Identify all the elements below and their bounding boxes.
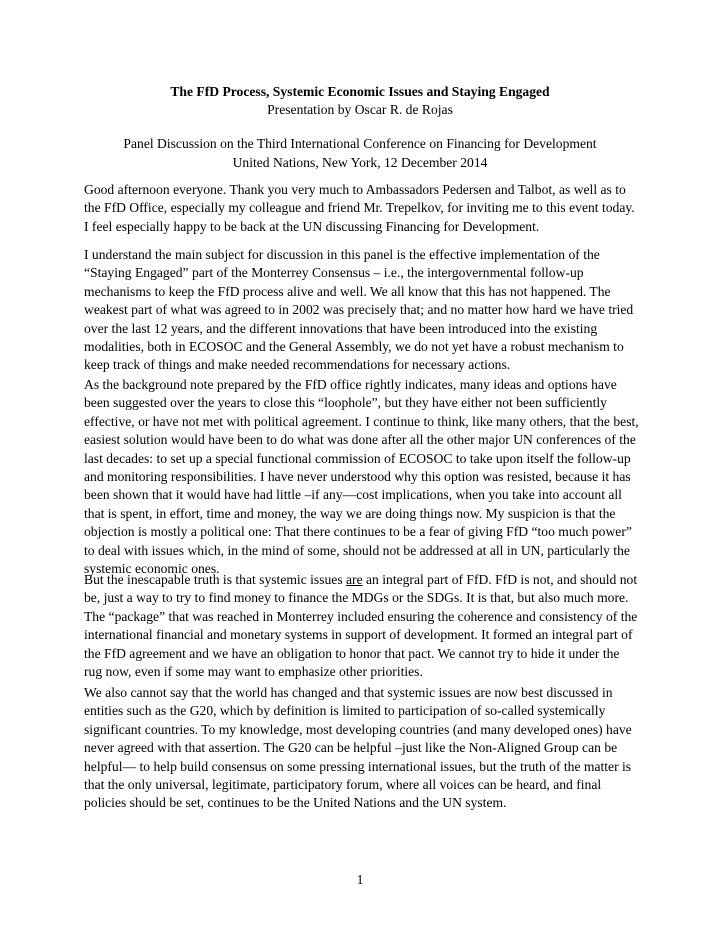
paragraph-5: We also cannot say that the world has changed and that systemic issues are now best discussed in entities such as the G20, which by definition is limited to participation of so-called systemically significant countries. To my knowledge, most developing countries (and many developed ones) have never agreed with that assertion. The G20 can be helpful –just like the Non-Aligned Group can be helpful— to help build consensus on some pressing international issues, but the truth of the matter is that the only universal, legitimate, participatory forum, where all voices can be heard, and final policies should be set, continues to be the United Nations and the UN system.	[84, 685, 632, 811]
paragraph-1: Good afternoon everyone. Thank you very much to Ambassadors Pedersen and Talbot, as well as to the FfD Office, especially my colleague and friend Mr. Trepelkov, for inviting me to this event today. I feel especially happy to be back at the UN discussing Financing for Development.	[84, 182, 635, 234]
document-subtitle: Presentation by Oscar R. de Rojas	[267, 102, 453, 117]
event-line-2: United Nations, New York, 12 December 2014	[232, 154, 488, 170]
paragraph-2: I understand the main subject for discussion in this panel is the effective implementation of the “Staying Engaged” part of the Monterrey Consensus – i.e., the intergovernmental follow-up mechanisms to keep the FfD process alive and well. We all know that this has not happened. The weakest part of what was agreed to in 2002 was precisely that; and no matter how hard we have tried over the last 12 years, and the different innovations that have been introduced into the existing modalities, both in ECOSOC and the General Assembly, we do not yet have a robust mechanism to keep track of things and make needed recommendations for necessary actions.	[84, 247, 634, 373]
paragraph-3: As the background note prepared by the FfD office rightly indicates, many ideas and options have been suggested over the years to close this “loophole”, but they have either not been sufficiently effective, or have not met with political agreement. I continue to think, like many others, that the best, easiest solution would have been to do what was done after all the other major UN conferences of the last decades: to set up a special functional commission of ECOSOC to take upon itself the follow-up and monitoring responsibilities. I have never understood why this option was resisted, because it has been shown that it would have had little –if any—cost implications, when you take into account all that is spent, in effort, time and money, the way we are doing things now. My suspicion is that the objection is mostly a political one: That there continues to be a fear of giving FfD “too much power” to deal with issues which, in the mind of some, should not be addressed at all in UN, particularly the systemic economic ones.	[84, 377, 639, 577]
paragraph-4-text-before: But the inescapable truth is that systemic issues	[84, 572, 347, 587]
document-title: The FfD Process, Systemic Economic Issues and Staying Engaged	[170, 84, 550, 99]
paragraph-4-underlined-word: are	[346, 572, 363, 587]
event-info	[84, 135, 636, 172]
event-line-1: Panel Discussion on the Third International Conference on Financing for Development	[123, 136, 597, 151]
paragraph-4	[84, 571, 640, 681]
paragraph-4-text-after: an integral part of FfD. FfD is not, and should not be, just a way to try to find money to finance the MDGs or the SDGs. It is that, but also much more. The “package” that was reached in Monterrey included ensuring the coherence and consistency of the international financial and monetary systems in support of development. It formed an integral part of the FfD agreement and we have an obligation to honor that pact. We cannot try to hide it under the rug now, even if some may want to emphasize other priorities.	[84, 572, 638, 680]
page-number: 1	[356, 872, 364, 887]
